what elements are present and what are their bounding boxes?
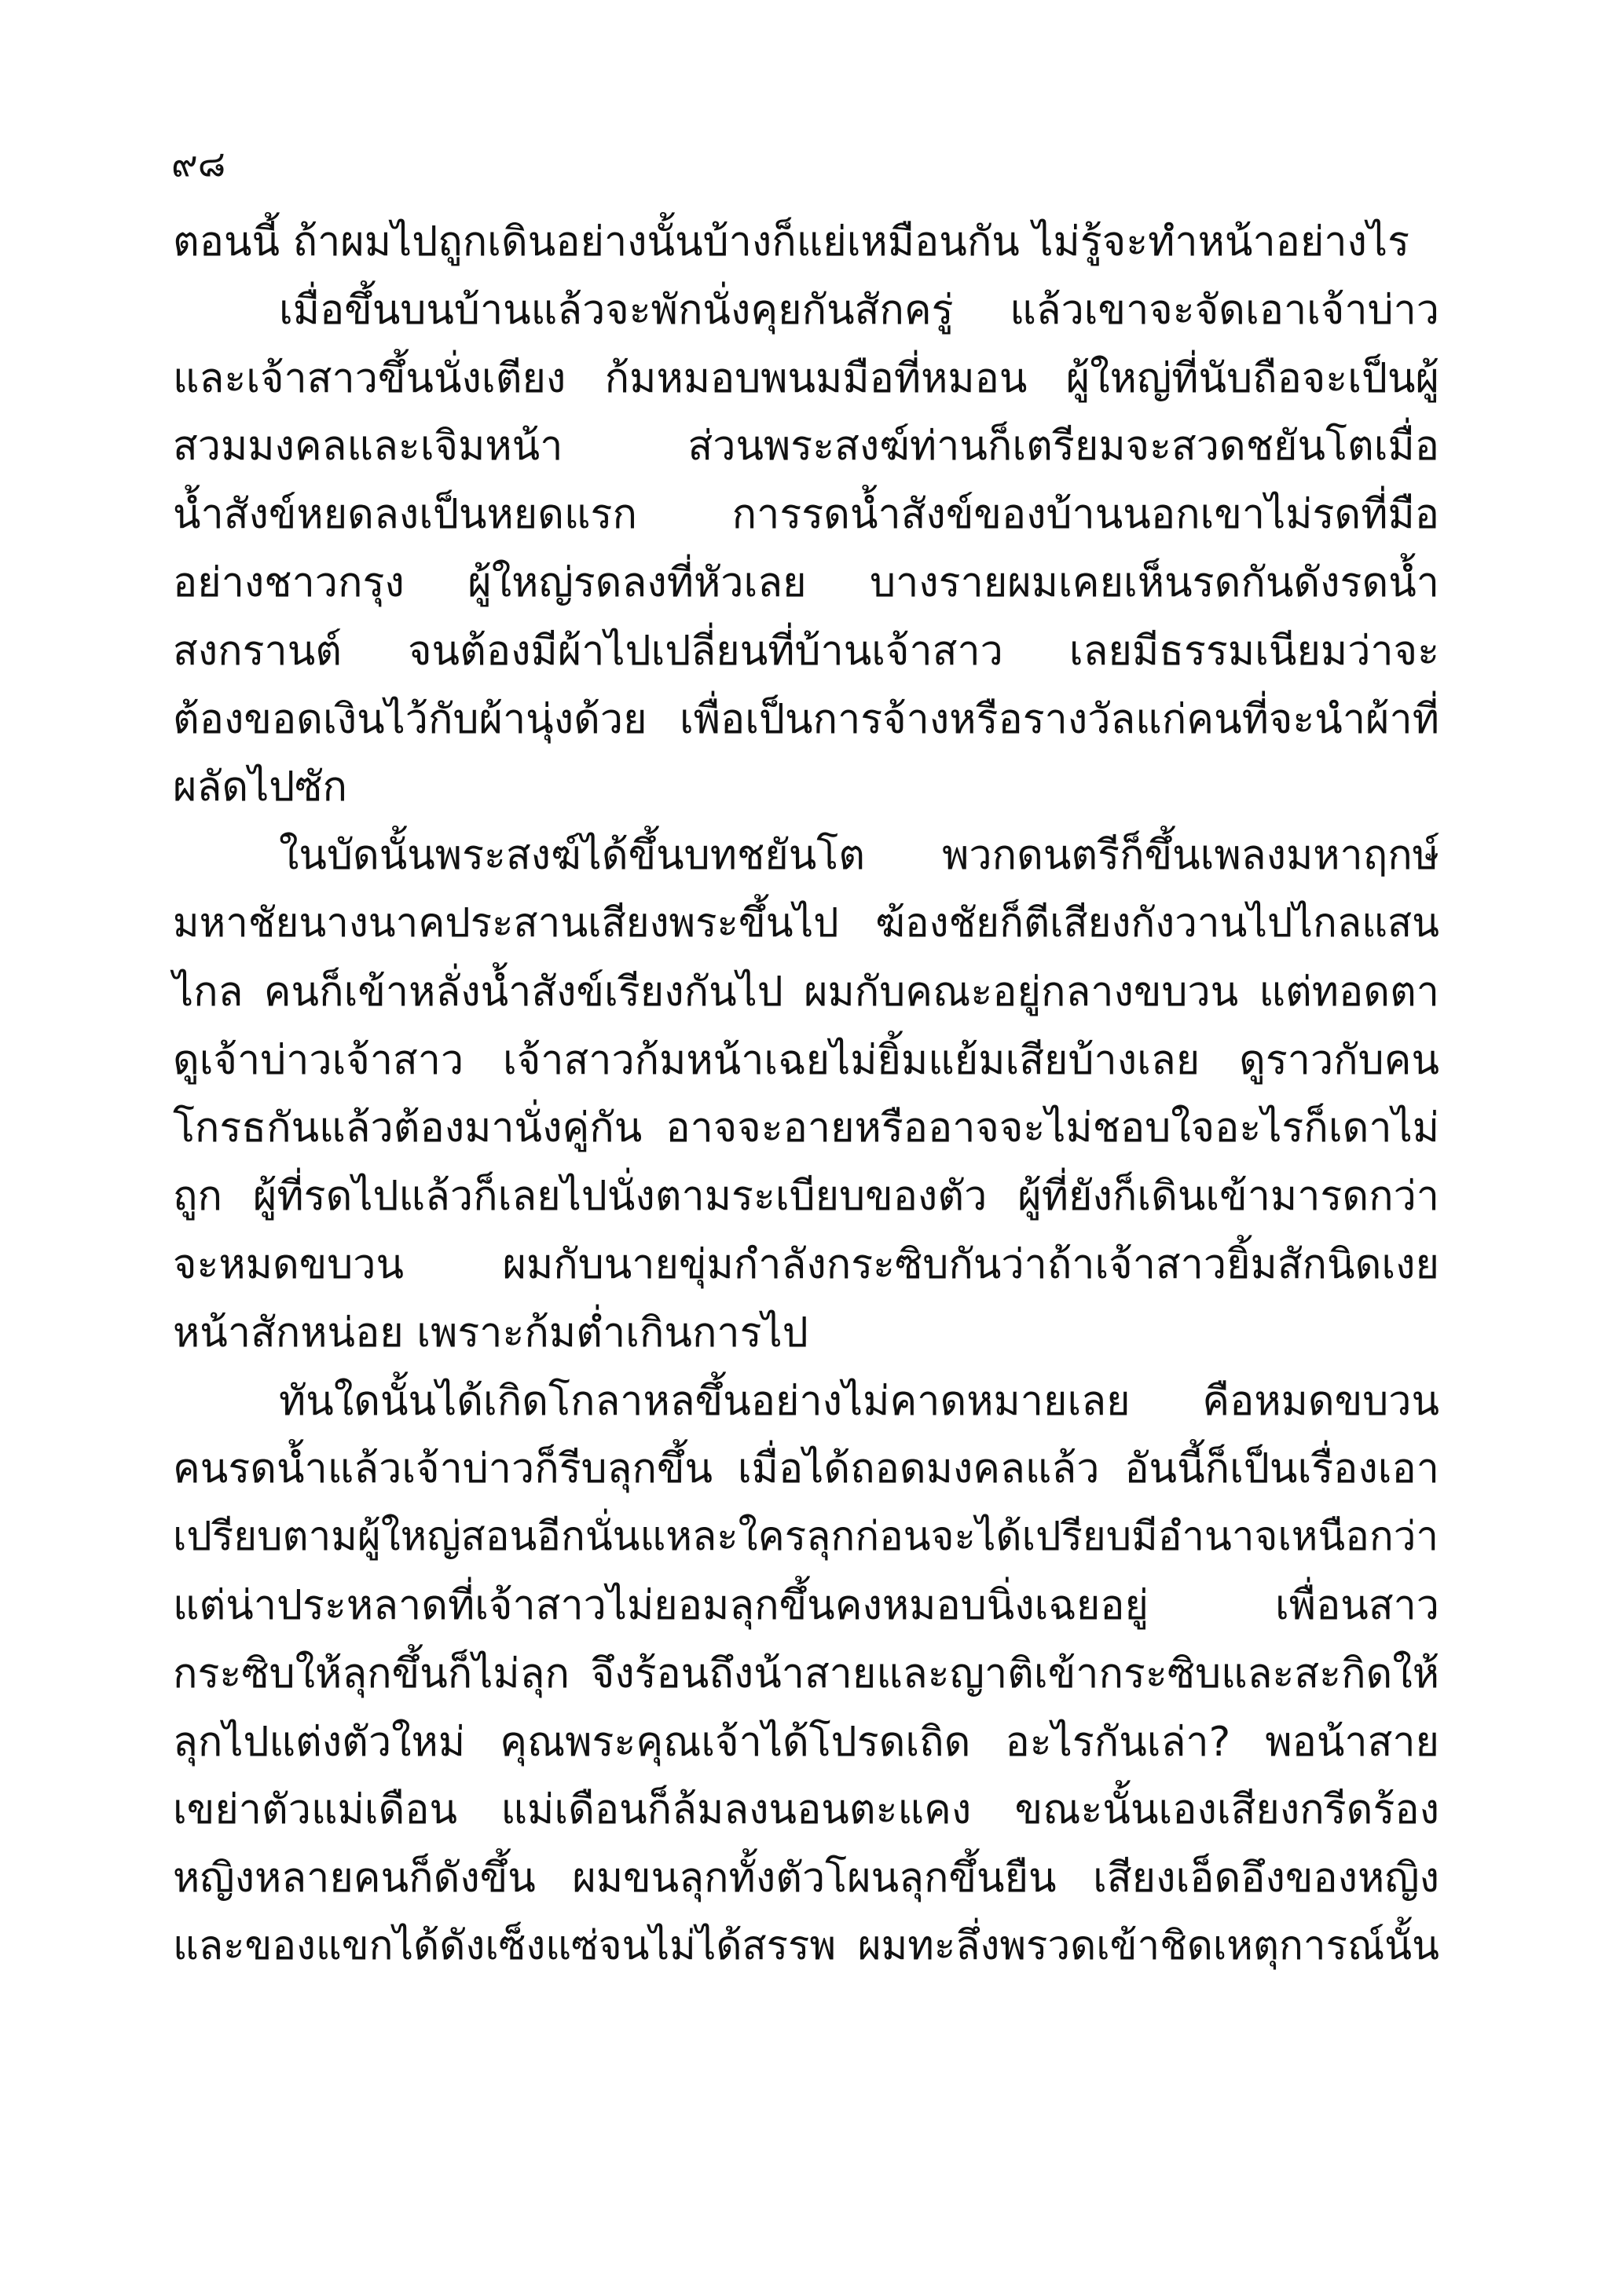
text-line: สวมมงคลและเจิมหน้า ส่วนพระสงฆ์ท่านก็เตรียมจะสวดชยันโตเมื่อ bbox=[173, 423, 1439, 471]
text-line: ลุกไปแต่งตัวใหม่ คุณพระคุณเจ้าได้โปรดเถิด อะไรกันเล่า? พอน้าสาย bbox=[173, 1718, 1439, 1766]
text-line: ดูเจ้าบ่าวเจ้าสาว เจ้าสาวก้มหน้าเฉยไม่ยิ้มแย้มเสียบ้างเลย ดูราวกับคน bbox=[173, 1036, 1439, 1084]
text-line: ในบัดนั้นพระสงฆ์ได้ขึ้นบทชยันโต พวกดนตรีก็ขึ้นเพลงมหาฤกษ์ bbox=[279, 832, 1439, 880]
text-line: ถูก ผู้ที่รดไปแล้วก็เลยไปนั่งตามระเบียบของตัว ผู้ที่ยังก็เดินเข้ามารดกว่า bbox=[173, 1173, 1439, 1221]
text-line: เมื่อขึ้นบนบ้านแล้วจะพักนั่งคุยกันสักครู่ แล้วเขาจะจัดเอาเจ้าบ่าว bbox=[279, 286, 1439, 334]
text-line: ตอนนี้ ถ้าผมไปถูกเดินอย่างนั้นบ้างก็แย่เหมือนกัน ไม่รู้จะทำหน้าอย่างไร bbox=[173, 218, 1410, 265]
text-line: กระซิบให้ลุกขึ้นก็ไม่ลุก จึงร้อนถึงน้าสายและญาติเข้ากระซิบและสะกิดให้ bbox=[173, 1650, 1439, 1697]
page-number: ๙๘ bbox=[171, 142, 226, 185]
text-line: และของแขกได้ดังเซ็งแซ่จนไม่ได้สรรพ ผมทะลึ่งพรวดเข้าชิดเหตุการณ์นั้น bbox=[173, 1922, 1439, 1969]
text-line: หญิงหลายคนก็ดังขึ้น ผมขนลุกทั้งตัวโผนลุกขึ้นยืน เสียงเอ็ดอึงของหญิง bbox=[173, 1855, 1439, 1902]
text-line: สงกรานต์ จนต้องมีผ้าไปเปลี่ยนที่บ้านเจ้าสาว เลยมีธรรมเนียมว่าจะ bbox=[173, 627, 1439, 675]
text-line: และเจ้าสาวขึ้นนั่งเตียง ก้มหมอบพนมมือที่หมอน ผู้ใหญ่ที่นับถือจะเป็นผู้ bbox=[173, 354, 1439, 402]
text-line: หน้าสักหน่อย เพราะก้มต่ำเกินการไป bbox=[173, 1309, 808, 1357]
text-line: น้ำสังข์หยดลงเป็นหยดแรก การรดน้ำสังข์ของบ้านนอกเขาไม่รดที่มือ bbox=[173, 491, 1439, 539]
text-line: ทันใดนั้นได้เกิดโกลาหลขึ้นอย่างไม่คาดหมายเลย คือหมดขบวน bbox=[279, 1377, 1439, 1425]
text-line: อย่างชาวกรุง ผู้ใหญ่รดลงที่หัวเลย บางรายผมเคยเห็นรดกันดังรดน้ำ bbox=[173, 558, 1439, 606]
text-line: เปรียบตามผู้ใหญ่สอนอีกนั่นแหละใครลุกก่อนจะได้เปรียบมีอำนาจเหนือกว่า bbox=[173, 1514, 1439, 1561]
text-line: ต้องขอดเงินไว้กับผ้านุ่งด้วย เพื่อเป็นการจ้างหรือรางวัลแก่คนที่จะนำผ้าที่ bbox=[173, 695, 1439, 743]
text-line: แต่น่าประหลาดที่เจ้าสาวไม่ยอมลุกขึ้นคงหมอบนิ่งเฉยอยู่ เพื่อนสาว bbox=[173, 1581, 1439, 1629]
text-line: มหาชัยนางนาคประสานเสียงพระขึ้นไป ฆ้องชัยก็ตีเสียงกังวานไปไกลแสน bbox=[173, 899, 1439, 947]
body-text bbox=[173, 208, 1439, 1981]
text-line: โกรธกันแล้วต้องมานั่งคู่กัน อาจจะอายหรืออาจจะไม่ชอบใจอะไรก็เดาไม่ bbox=[173, 1104, 1439, 1152]
text-line: เขย่าตัวแม่เดือน แม่เดือนก็ล้มลงนอนตะแคง ขณะนั้นเองเสียงกรีดร้อง bbox=[173, 1786, 1439, 1834]
text-line: ไกล คนก็เข้าหลั่งน้ำสังข์เรียงกันไป ผมกับคณะอยู่กลางขบวน แต่ทอดตา bbox=[173, 968, 1439, 1016]
text-line: คนรดน้ำแล้วเจ้าบ่าวก็รีบลุกขึ้น เมื่อได้ถอดมงคลแล้ว อันนี้ก็เป็นเรื่องเอา bbox=[173, 1445, 1439, 1493]
text-line: จะหมดขบวน ผมกับนายขุ่มกำลังกระซิบกันว่าถ้าเจ้าสาวยิ้มสักนิดเงย bbox=[173, 1240, 1439, 1288]
text-line: ผลัดไปซัก bbox=[173, 764, 348, 811]
